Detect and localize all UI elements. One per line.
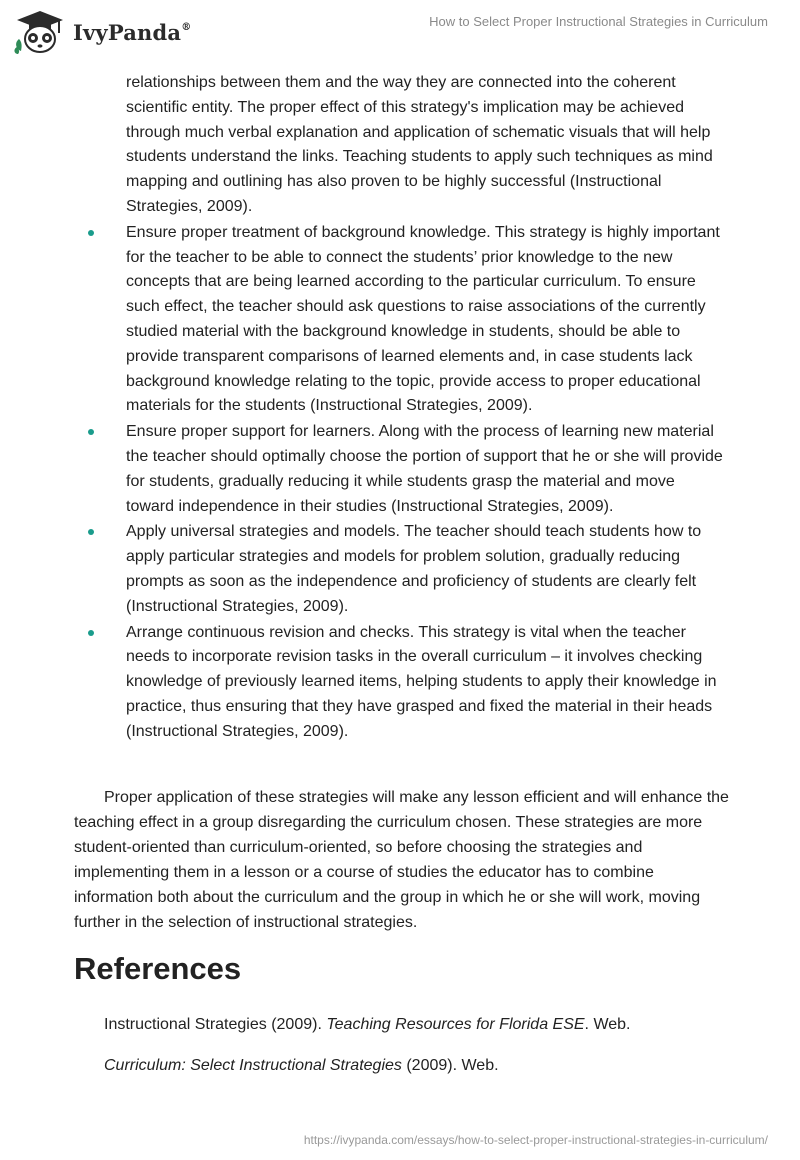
continuation-text: relationships between them and the way they are connected into the coherent scientific entity. The proper effect of this strategy's implication may be achieved through much verbal explanation and application of schematic visuals that will help students understand the links. Teaching students to apply such techniques as mind mapping and outlining has also proven to be highly successful (Instructional Strategies, 2009).	[126, 74, 713, 215]
registered-mark: ®	[181, 21, 192, 33]
reference-suffix: (2009). Web.	[401, 1057, 499, 1074]
reference-suffix: . Web.	[584, 1016, 631, 1033]
bullet-text: Ensure proper support for learners. Along with the process of learning new material the teacher should optimally choose the portion of support that he or she will provide for students, gradually reducing it while students grasp the material and move toward independence in their studies (Instructional Strategies, 2009).	[126, 423, 723, 515]
reference-title: Teaching Resources for Florida ESE	[326, 1016, 585, 1033]
panda-graduate-icon	[13, 9, 67, 55]
page-header	[0, 0, 800, 62]
list-item-continuation	[0, 71, 726, 220]
list-item	[0, 420, 726, 519]
logo-wordmark	[73, 20, 191, 45]
bullet-text: Apply universal strategies and models. The teacher should teach students how to apply particular strategies and models for problem solution, gradually reducing prompts as soon as the independence and proficiency of students are clearly felt (Instructional Strategies, 2009).	[126, 523, 702, 615]
list-item	[0, 221, 726, 419]
bullet-text: Ensure proper treatment of background knowledge. This strategy is highly important for the teacher to be able to connect the students’ prior knowledge to the new concepts that are being learned according to the particular curriculum. To ensure such effect, the teacher should ask questions to raise associations of the currently studied material with the background knowledge in students, should be able to provide transparent comparisons of learned elements and, in case students lack background knowledge relating to the topic, provide access to proper educational materials for the students (Instructional Strategies, 2009).	[126, 223, 720, 415]
source-url[interactable]: https://ivypanda.com/essays/how-to-select-proper-instructional-strategies-in-curriculum/	[303, 1133, 768, 1147]
bullet-icon	[88, 230, 94, 236]
list-item	[0, 621, 726, 745]
list-item	[0, 520, 726, 619]
logo-text: IvyPanda	[73, 19, 182, 45]
ivypanda-logo[interactable]	[13, 8, 213, 56]
reference-title: Curriculum: Select Instructional Strategies	[104, 1057, 402, 1074]
bullet-icon	[88, 429, 94, 435]
document-title: How to Select Proper Instructional Strategies in Curriculum	[429, 14, 768, 29]
bullet-icon	[88, 630, 94, 636]
reference-item	[104, 1055, 499, 1077]
bullet-icon	[88, 529, 94, 535]
reference-author: Instructional Strategies (2009).	[104, 1016, 327, 1033]
reference-item	[104, 1014, 631, 1036]
strategy-list	[0, 71, 800, 746]
conclusion-paragraph: Proper application of these strategies will make any lesson efficient and will enhance the teaching effect in a group disregarding the curriculum chosen. These strategies are more student-oriented than curriculum-oriented, so before choosing the strategies and implementing them in a lesson or a course of studies the educator has to combine information both about the curriculum and the group in which he or she will work, moving further in the selection of instructional strategies.	[74, 789, 729, 931]
bullet-text: Arrange continuous revision and checks. This strategy is vital when the teacher needs to incorporate revision tasks in the overall curriculum – it involves checking knowledge of previously learned items, helping students to apply their knowledge in practice, thus ensuring that they have grasped and fixed the material in their heads (Instructional Strategies, 2009).	[126, 623, 717, 740]
references-heading: References	[74, 951, 242, 986]
